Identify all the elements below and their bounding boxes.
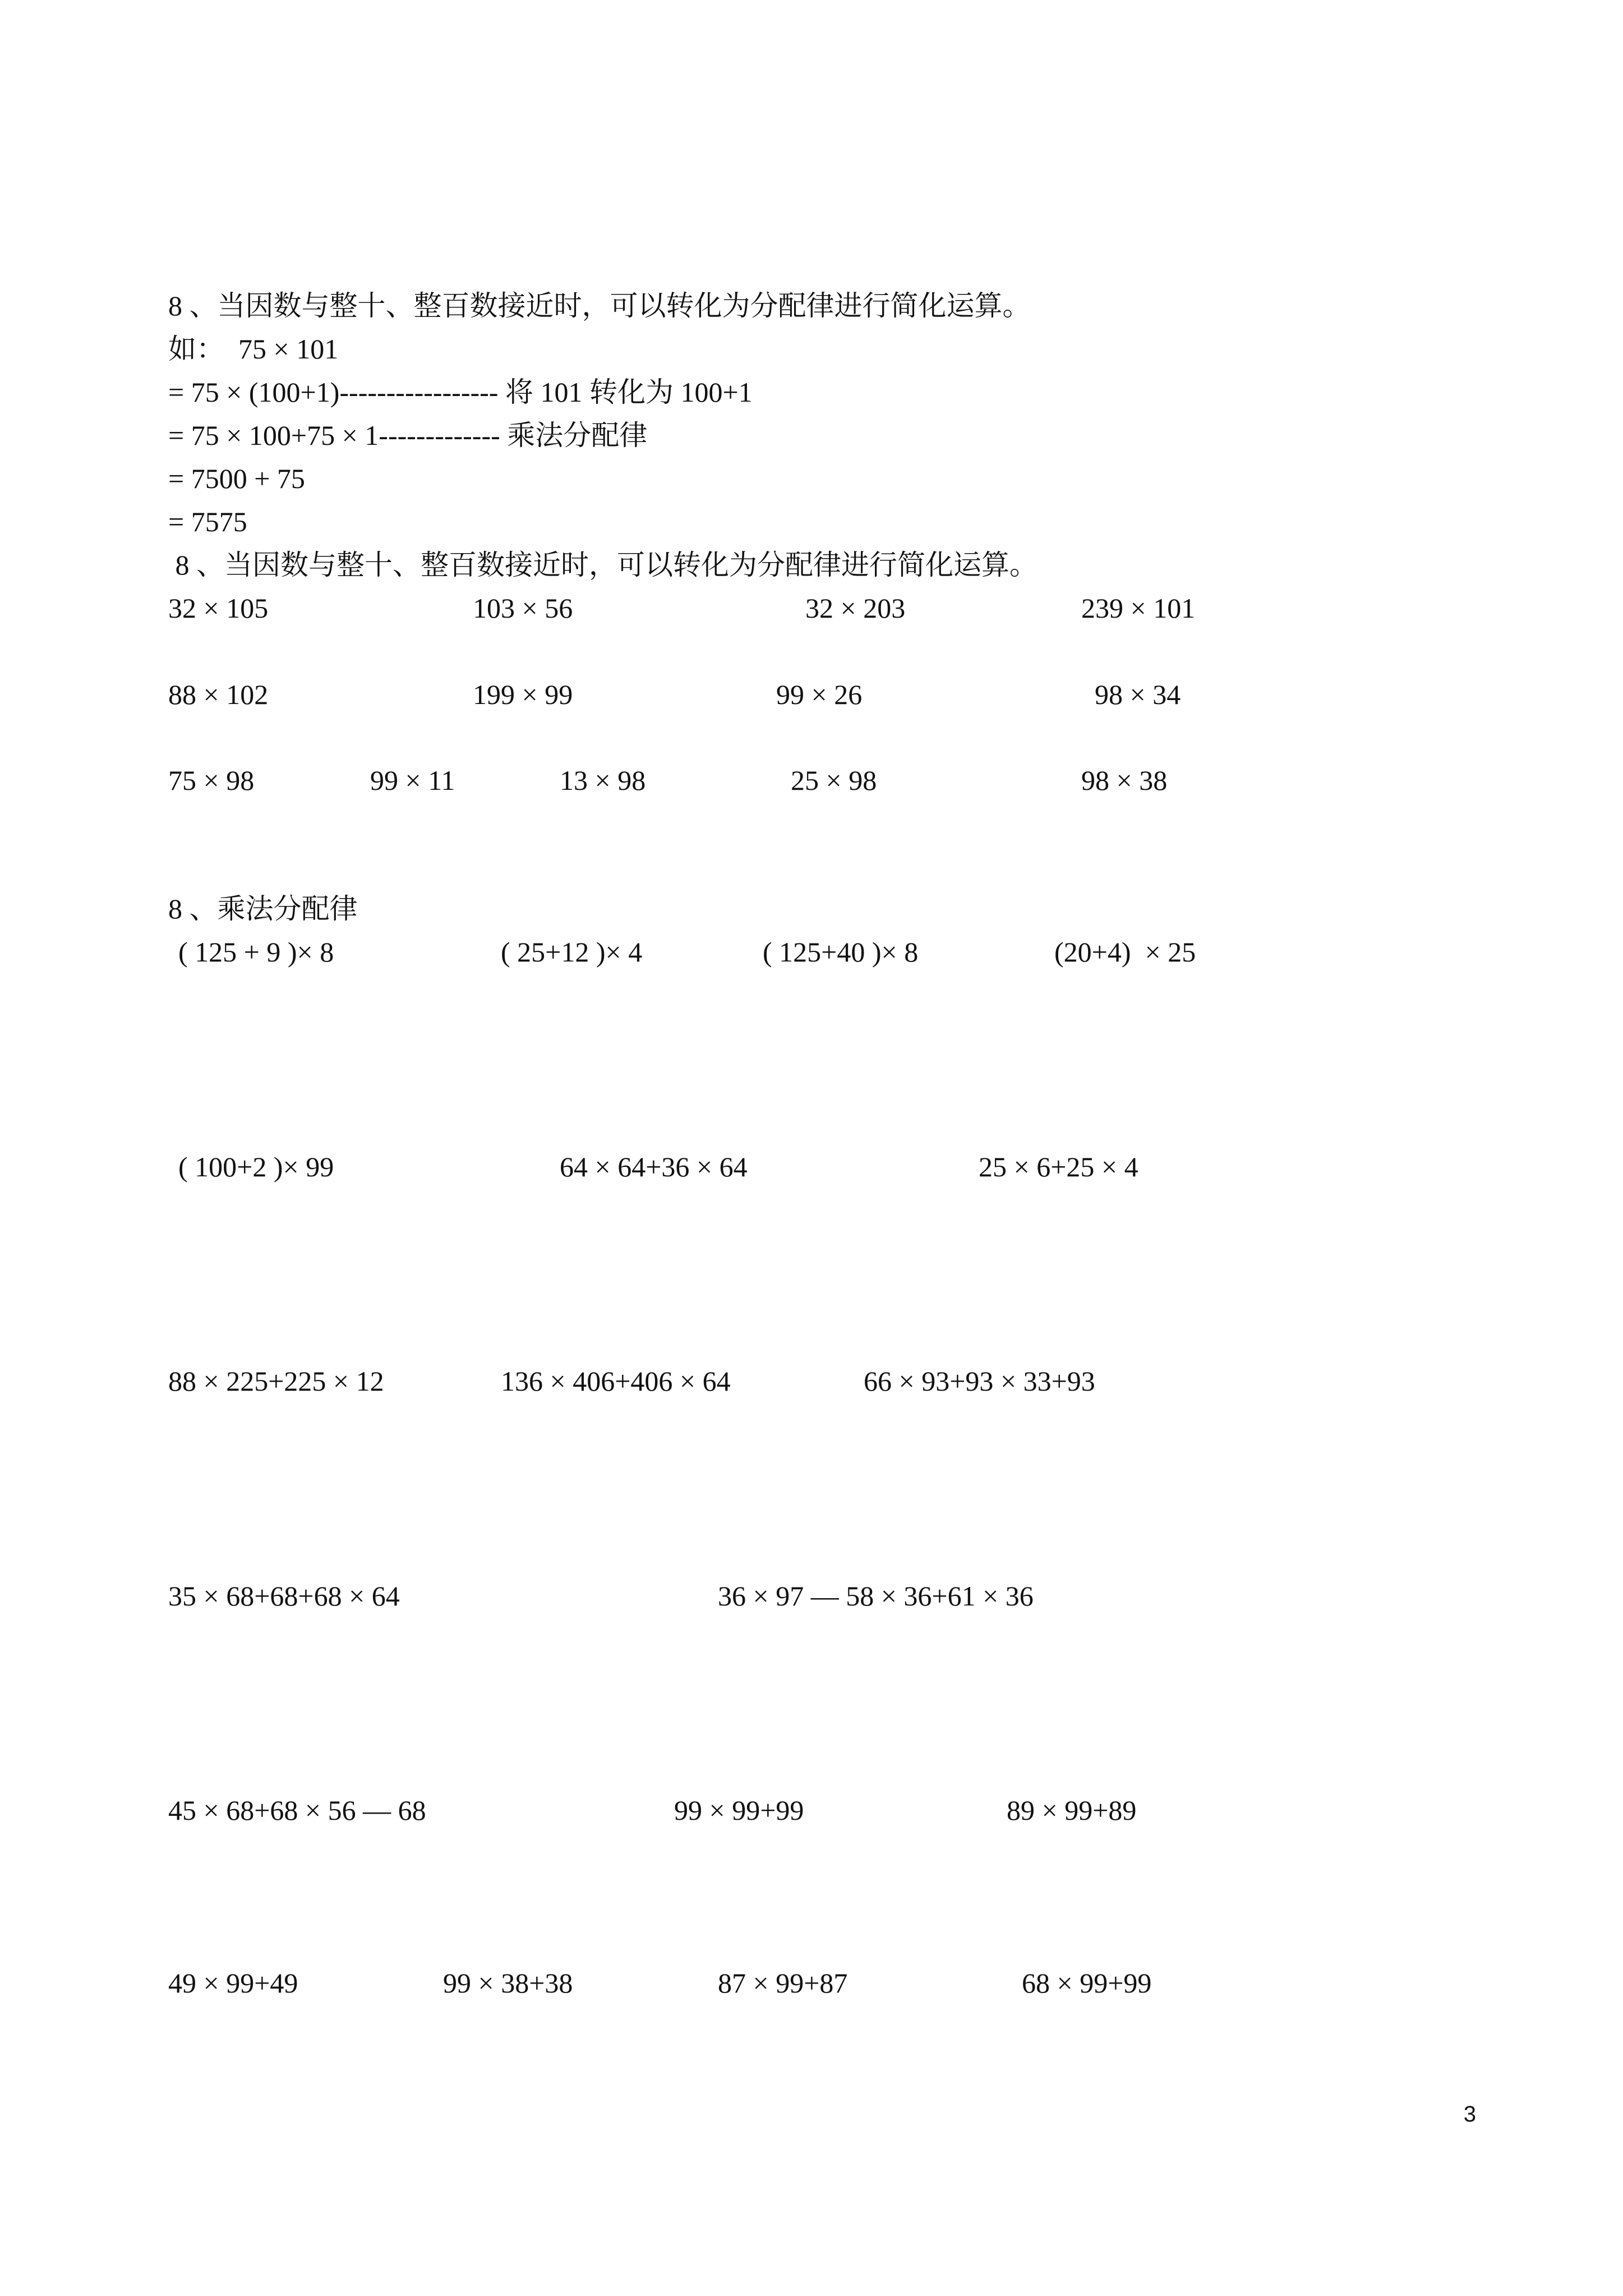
exercise: 89 × 99+89 [1007, 1795, 1137, 1826]
exercise: 87 × 99+87 [718, 1967, 848, 1999]
exercise: 32 × 203 [805, 592, 906, 624]
exercise: 88 × 102 [168, 679, 269, 710]
exercise: 49 × 99+49 [168, 1967, 298, 1999]
exercise: ( 25+12 )× 4 [501, 936, 643, 968]
exercise: 98 × 34 [1095, 679, 1181, 710]
exercise: 68 × 99+99 [1022, 1967, 1152, 1999]
page-number: 3 [1463, 2102, 1476, 2127]
exercise: 99 × 38+38 [443, 1967, 573, 1999]
exercise: 75 × 98 [168, 765, 255, 796]
exercise: 136 × 406+406 × 64 [501, 1365, 731, 1397]
example-line: = 7575 [168, 506, 247, 537]
exercise: 13 × 98 [560, 765, 646, 796]
section1-heading: 8 、当因数与整十、整百数接近时，可以转化为分配律进行简化运算。 [168, 290, 1031, 321]
section3-heading: 8 、乘法分配律 [168, 893, 358, 924]
exercise: ( 125 + 9 )× 8 [178, 936, 334, 968]
exercise: ( 125+40 )× 8 [763, 936, 919, 968]
exercise: ( 100+2 )× 99 [178, 1151, 334, 1182]
exercise: 88 × 225+225 × 12 [168, 1365, 384, 1397]
exercise: (20+4) × 25 [1054, 936, 1196, 968]
exercise: 64 × 64+36 × 64 [560, 1151, 748, 1182]
exercise: 99 × 99+99 [674, 1795, 804, 1826]
example-line: = 75 × (100+1)----------------- 将 101 转化为 100+1 [168, 376, 753, 408]
exercise: 35 × 68+68+68 × 64 [168, 1580, 400, 1612]
exercise: 98 × 38 [1081, 765, 1168, 796]
exercise: 36 × 97 — 58 × 36+61 × 36 [718, 1580, 1034, 1612]
exercise: 239 × 101 [1081, 592, 1196, 624]
exercise: 99 × 26 [776, 679, 863, 710]
exercise: 103 × 56 [473, 592, 573, 624]
exercise: 32 × 105 [168, 592, 269, 624]
section2-heading: 8 、当因数与整十、整百数接近时，可以转化为分配律进行简化运算。 [168, 549, 1038, 581]
example-line: 如： 75 × 101 [168, 333, 339, 365]
exercise: 25 × 6+25 × 4 [979, 1151, 1138, 1182]
exercise: 45 × 68+68 × 56 — 68 [168, 1795, 426, 1826]
exercise: 66 × 93+93 × 33+93 [864, 1365, 1095, 1397]
exercise: 99 × 11 [370, 765, 455, 796]
example-line: = 7500 + 75 [168, 463, 305, 494]
example-line: = 75 × 100+75 × 1------------- 乘法分配律 [168, 420, 648, 451]
exercise: 199 × 99 [473, 679, 573, 710]
exercise: 25 × 98 [791, 765, 877, 796]
